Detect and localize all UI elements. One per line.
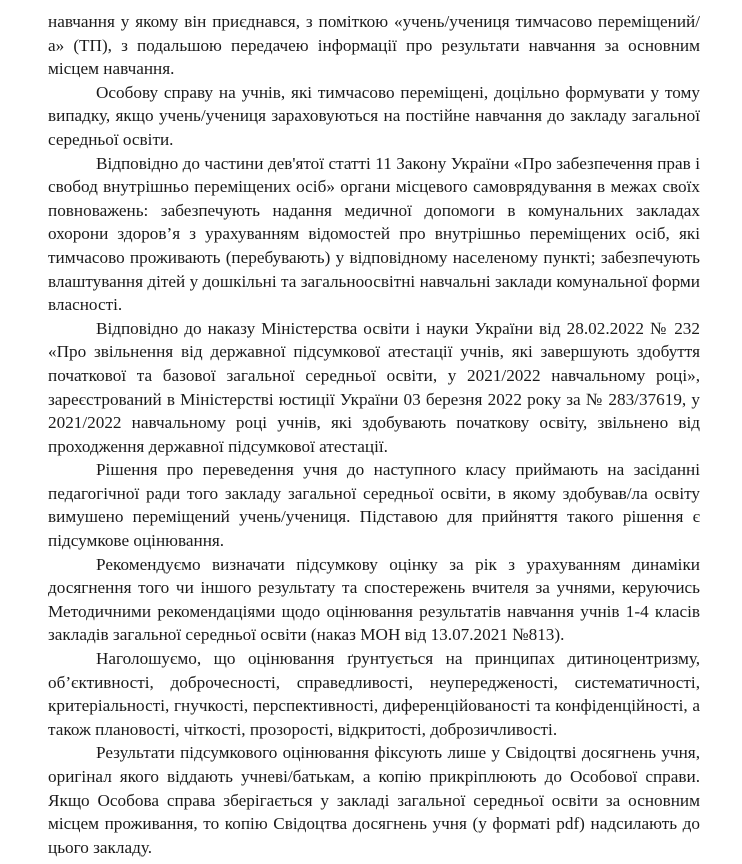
paragraph-recommendation: Рекомендуємо визначати підсумкову оцінку за рік з урахуванням динаміки досягнення того чи іншого результату та спостережень вчителя за учнями, керуючись Методичними рекомендаціями щодо оцінювання результатів навчання учнів 1-4 класів закладів загальної середньої освіти (наказ МОН від 13.07.2021 №813). bbox=[48, 554, 700, 645]
paragraph-transfer-decision: Рішення про переведення учня до наступного класу приймають на засіданні педагогічної ради того закладу загальної середньої освіти, в якому здобував/ла освіту вимушено переміщений учень/учениця. Підставою для прийняття такого рішення є підсумкове оцінювання. bbox=[48, 460, 700, 551]
paragraph-law-article: Відповідно до частини дев'ятої статті 11 Закону України «Про забезпечення прав і свобод внутрішньо переміщених осіб» органи місцевого самоврядування в межах своїх повноважень: забезпечують надання медичної допомоги в комунальних закладах охорони здоров’я з урахуванням відомостей про внутрішньо переміщених осіб, які тимчасово проживають (перебувають) у відповідному населеному пункті; забезпечують влаштування дітей у дошкільні та загальноосвітні навчальні заклади комунальної форми власності. bbox=[48, 153, 700, 315]
document-page bbox=[48, 10, 700, 859]
paragraph-principles: Наголошуємо, що оцінювання ґрунтується на принципах дитиноцентризму, об’єктивності, доброчесності, справедливості, неупередженості, систематичності, критеріальності, гнучкості, перспективності, диференційованості та конфіденційності, а також плановості, чіткості, прозорості, відкритості, доброзичливості. bbox=[48, 649, 700, 739]
paragraph-continuation: навчання у якому він приєднався, з поміткою «учень/учениця тимчасово переміщений/а» (ТП), з подальшою передачею інформації про результати навчання за основним місцем навчання. bbox=[48, 12, 700, 79]
paragraph-personal-file: Особову справу на учнів, які тимчасово переміщені, доцільно формувати у тому випадку, якщо учень/учениця зараховуються на постійне навчання до закладу загальної середньої освіти. bbox=[48, 82, 700, 149]
paragraph-ministry-order: Відповідно до наказу Міністерства освіти і науки України від 28.02.2022 № 232 «Про звільнення від державної підсумкової атестації учнів, які завершують здобуття початкової та базової загальної середньої освіти, у 2021/2022 навчальному році», зареєстрований в Міністерстві юстиції України 03 березня 2022 року за № 283/37619, у 2021/2022 навчальному році учнів, які здобувають початкову освіту, звільнено від проходження державної підсумкової атестації. bbox=[48, 318, 700, 456]
paragraph-results: Результати підсумкового оцінювання фіксують лише у Свідоцтві досягнень учня, оригінал якого віддають учневі/батькам, а копію прикріплюють до Особової справи. Якщо Особова справа зберігається у закладі загальної середньої освіти за основним місцем проживання, то копію Свідоцтва досягнень учня (у форматі pdf) надсилають до цього закладу. bbox=[48, 743, 700, 857]
